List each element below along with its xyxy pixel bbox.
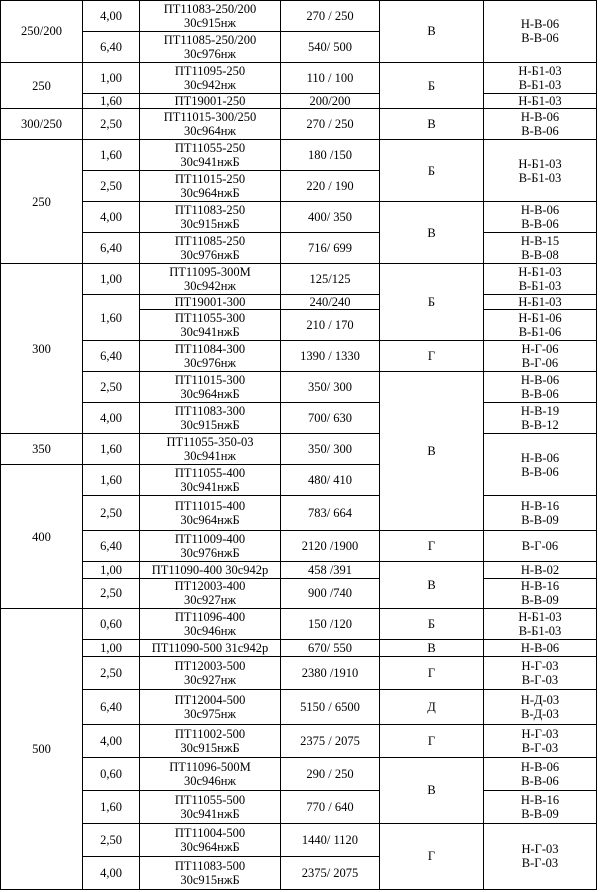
type-cell: В	[380, 562, 484, 609]
mass-cell: 125/125	[281, 263, 380, 294]
pn-cell: 1,60	[83, 465, 140, 496]
pn-cell: 4,00	[83, 202, 140, 233]
mass-cell: 290 / 250	[281, 757, 380, 790]
mass-cell: 1440/ 1120	[281, 823, 380, 856]
scheme-cell: В-Г-06	[484, 531, 597, 562]
scheme-cell: Н-Г-03 В-Г-03	[484, 656, 597, 689]
pn-cell: 6,40	[83, 233, 140, 264]
type-cell: В	[380, 109, 484, 140]
type-cell: Б	[380, 62, 484, 108]
scheme-cell: Н-Г-03 В-Г-03	[484, 823, 597, 889]
mass-cell: 270 / 250	[281, 1, 380, 32]
model-cell: ПТ11085-250 30с976нжБ	[140, 233, 281, 264]
model-cell: ПТ11055-350-03 30с941нж	[140, 434, 281, 465]
mass-cell: 1390 / 1330	[281, 341, 380, 372]
model-cell: ПТ11055-400 30с941нжБ	[140, 465, 281, 496]
model-cell: ПТ11090-500 31с942р	[140, 640, 281, 657]
dn-cell: 250	[1, 62, 83, 108]
mass-cell: 480/ 410	[281, 465, 380, 496]
pn-cell: 4,00	[83, 724, 140, 757]
model-cell: ПТ11015-300 30с964нжБ	[140, 372, 281, 403]
mass-cell: 2375 / 2075	[281, 724, 380, 757]
model-cell: ПТ11096-500М 30с946нж	[140, 757, 281, 790]
scheme-cell: Н-Д-03 В-Д-03	[484, 689, 597, 724]
dn-cell: 250/200	[1, 1, 83, 63]
mass-cell: 150 /120	[281, 609, 380, 640]
type-cell: Г	[380, 341, 484, 372]
model-cell: ПТ19001-250	[140, 93, 281, 108]
pn-cell: 2,50	[83, 372, 140, 403]
model-cell: ПТ11096-400 30с946нж	[140, 609, 281, 640]
model-cell: ПТ12003-400 30с927нж	[140, 578, 281, 609]
model-cell: ПТ11090-400 30с942р	[140, 562, 281, 579]
scheme-cell: Н-В-06 В-В-06	[484, 434, 597, 496]
type-cell: Г	[380, 823, 484, 889]
scheme-cell: Н-В-06	[484, 640, 597, 657]
mass-cell: 110 / 100	[281, 62, 380, 93]
scheme-cell: Н-Б1-03	[484, 294, 597, 309]
mass-cell: 200/200	[281, 93, 380, 108]
pn-cell: 1,00	[83, 640, 140, 657]
pn-cell: 6,40	[83, 341, 140, 372]
type-cell: В	[380, 757, 484, 823]
model-cell: ПТ11055-500 30с941нжБ	[140, 790, 281, 823]
type-cell: Б	[380, 263, 484, 340]
mass-cell: 350/ 300	[281, 434, 380, 465]
dn-cell: 350	[1, 434, 83, 465]
model-cell: ПТ11055-250 30с941нжБ	[140, 140, 281, 171]
mass-cell: 2120 /1900	[281, 531, 380, 562]
model-cell: ПТ11083-250 30с915нжБ	[140, 202, 281, 233]
model-cell: ПТ11084-300 30с976нж	[140, 341, 281, 372]
mass-cell: 770 / 640	[281, 790, 380, 823]
pn-cell: 2,50	[83, 578, 140, 609]
mass-cell: 240/240	[281, 294, 380, 309]
dn-cell: 300	[1, 263, 83, 433]
scheme-cell: Н-Б1-03	[484, 93, 597, 108]
pn-cell: 2,50	[83, 656, 140, 689]
pn-cell: 2,50	[83, 109, 140, 140]
model-cell: ПТ11083-500 30с915нжБ	[140, 856, 281, 889]
type-cell: Г	[380, 531, 484, 562]
model-cell: ПТ12003-500 30с927нж	[140, 656, 281, 689]
pn-cell: 1,00	[83, 263, 140, 294]
scheme-cell: Н-Б1-03 В-Б1-03	[484, 609, 597, 640]
mass-cell: 670/ 550	[281, 640, 380, 657]
type-cell: В	[380, 1, 484, 63]
dn-cell: 250	[1, 140, 83, 264]
pn-cell: 1,60	[83, 790, 140, 823]
mass-cell: 400/ 350	[281, 202, 380, 233]
model-cell: ПТ11015-400 30с964нжБ	[140, 496, 281, 531]
pn-cell: 2,50	[83, 171, 140, 202]
pn-cell: 2,50	[83, 823, 140, 856]
mass-cell: 700/ 630	[281, 403, 380, 434]
mass-cell: 783/ 664	[281, 496, 380, 531]
dn-cell: 500	[1, 609, 83, 890]
pn-cell: 6,40	[83, 31, 140, 62]
type-cell: Б	[380, 140, 484, 202]
scheme-cell: Н-В-16 В-В-09	[484, 790, 597, 823]
scheme-cell: Н-В-06 В-В-06	[484, 757, 597, 790]
type-cell: В	[380, 202, 484, 264]
mass-cell: 220 / 190	[281, 171, 380, 202]
pn-cell: 6,40	[83, 689, 140, 724]
type-cell: В	[380, 372, 484, 531]
type-cell: Г	[380, 656, 484, 689]
model-cell: ПТ11095-300М 30с942нж	[140, 263, 281, 294]
mass-cell: 210 / 170	[281, 310, 380, 341]
pn-cell: 0,60	[83, 757, 140, 790]
scheme-cell: Н-В-06 В-В-06	[484, 109, 597, 140]
pn-cell: 1,60	[83, 93, 140, 108]
mass-cell: 350/ 300	[281, 372, 380, 403]
type-cell: Г	[380, 724, 484, 757]
pn-cell: 4,00	[83, 1, 140, 32]
mass-cell: 900 /740	[281, 578, 380, 609]
scheme-cell: Н-Б1-03 В-Б1-03	[484, 140, 597, 202]
model-cell: ПТ11083-300 30с915нжБ	[140, 403, 281, 434]
mass-cell: 5150 / 6500	[281, 689, 380, 724]
type-cell: Б	[380, 609, 484, 640]
scheme-cell: Н-В-02	[484, 562, 597, 579]
model-cell: ПТ12004-500 30с975нж	[140, 689, 281, 724]
pn-cell: 0,60	[83, 609, 140, 640]
pn-cell: 1,60	[83, 434, 140, 465]
model-cell: ПТ11083-250/200 30с915нж	[140, 1, 281, 32]
scheme-cell: Н-Б1-03 В-Б1-03	[484, 263, 597, 294]
pn-cell: 1,60	[83, 140, 140, 171]
model-cell: ПТ11002-500 30с915нжБ	[140, 724, 281, 757]
mass-cell: 180 /150	[281, 140, 380, 171]
pn-cell: 6,40	[83, 531, 140, 562]
model-cell: ПТ11055-300 30с941нжБ	[140, 310, 281, 341]
mass-cell: 2375/ 2075	[281, 856, 380, 889]
pn-cell: 1,00	[83, 562, 140, 579]
dn-cell: 400	[1, 465, 83, 609]
scheme-cell: Н-В-06 В-В-06	[484, 1, 597, 63]
scheme-cell: Н-Б1-03 В-Б1-03	[484, 62, 597, 93]
mass-cell: 2380 /1910	[281, 656, 380, 689]
model-cell: ПТ11085-250/200 30с976нж	[140, 31, 281, 62]
mass-cell: 270 / 250	[281, 109, 380, 140]
mass-cell: 458 /391	[281, 562, 380, 579]
scheme-cell: Н-Г-03 В-Г-03	[484, 724, 597, 757]
mass-cell: 540/ 500	[281, 31, 380, 62]
model-cell: ПТ11004-500 30с964нжБ	[140, 823, 281, 856]
scheme-cell: Н-В-06 В-В-06	[484, 202, 597, 233]
scheme-cell: Н-В-19 В-В-12	[484, 403, 597, 434]
model-cell: ПТ11015-250 30с964нжБ	[140, 171, 281, 202]
scheme-cell: Н-Г-06 В-Г-06	[484, 341, 597, 372]
model-cell: ПТ11009-400 30с976нжБ	[140, 531, 281, 562]
pn-cell: 1,60	[83, 294, 140, 340]
type-cell: В	[380, 640, 484, 657]
pn-cell: 4,00	[83, 856, 140, 889]
model-cell: ПТ19001-300	[140, 294, 281, 309]
scheme-cell: Н-В-16 В-В-09	[484, 578, 597, 609]
model-cell: ПТ11095-250 30с942нж	[140, 62, 281, 93]
pn-cell: 4,00	[83, 403, 140, 434]
pn-cell: 1,00	[83, 62, 140, 93]
scheme-cell: Н-В-06 В-В-06	[484, 372, 597, 403]
scheme-cell: Н-В-15 В-В-08	[484, 233, 597, 264]
mass-cell: 716/ 699	[281, 233, 380, 264]
scheme-cell: Н-В-16 В-В-09	[484, 496, 597, 531]
scheme-cell: Н-Б1-06 В-Б1-06	[484, 310, 597, 341]
pn-cell: 2,50	[83, 496, 140, 531]
dn-cell: 300/250	[1, 109, 83, 140]
type-cell: Д	[380, 689, 484, 724]
model-cell: ПТ11015-300/250 30с964нж	[140, 109, 281, 140]
